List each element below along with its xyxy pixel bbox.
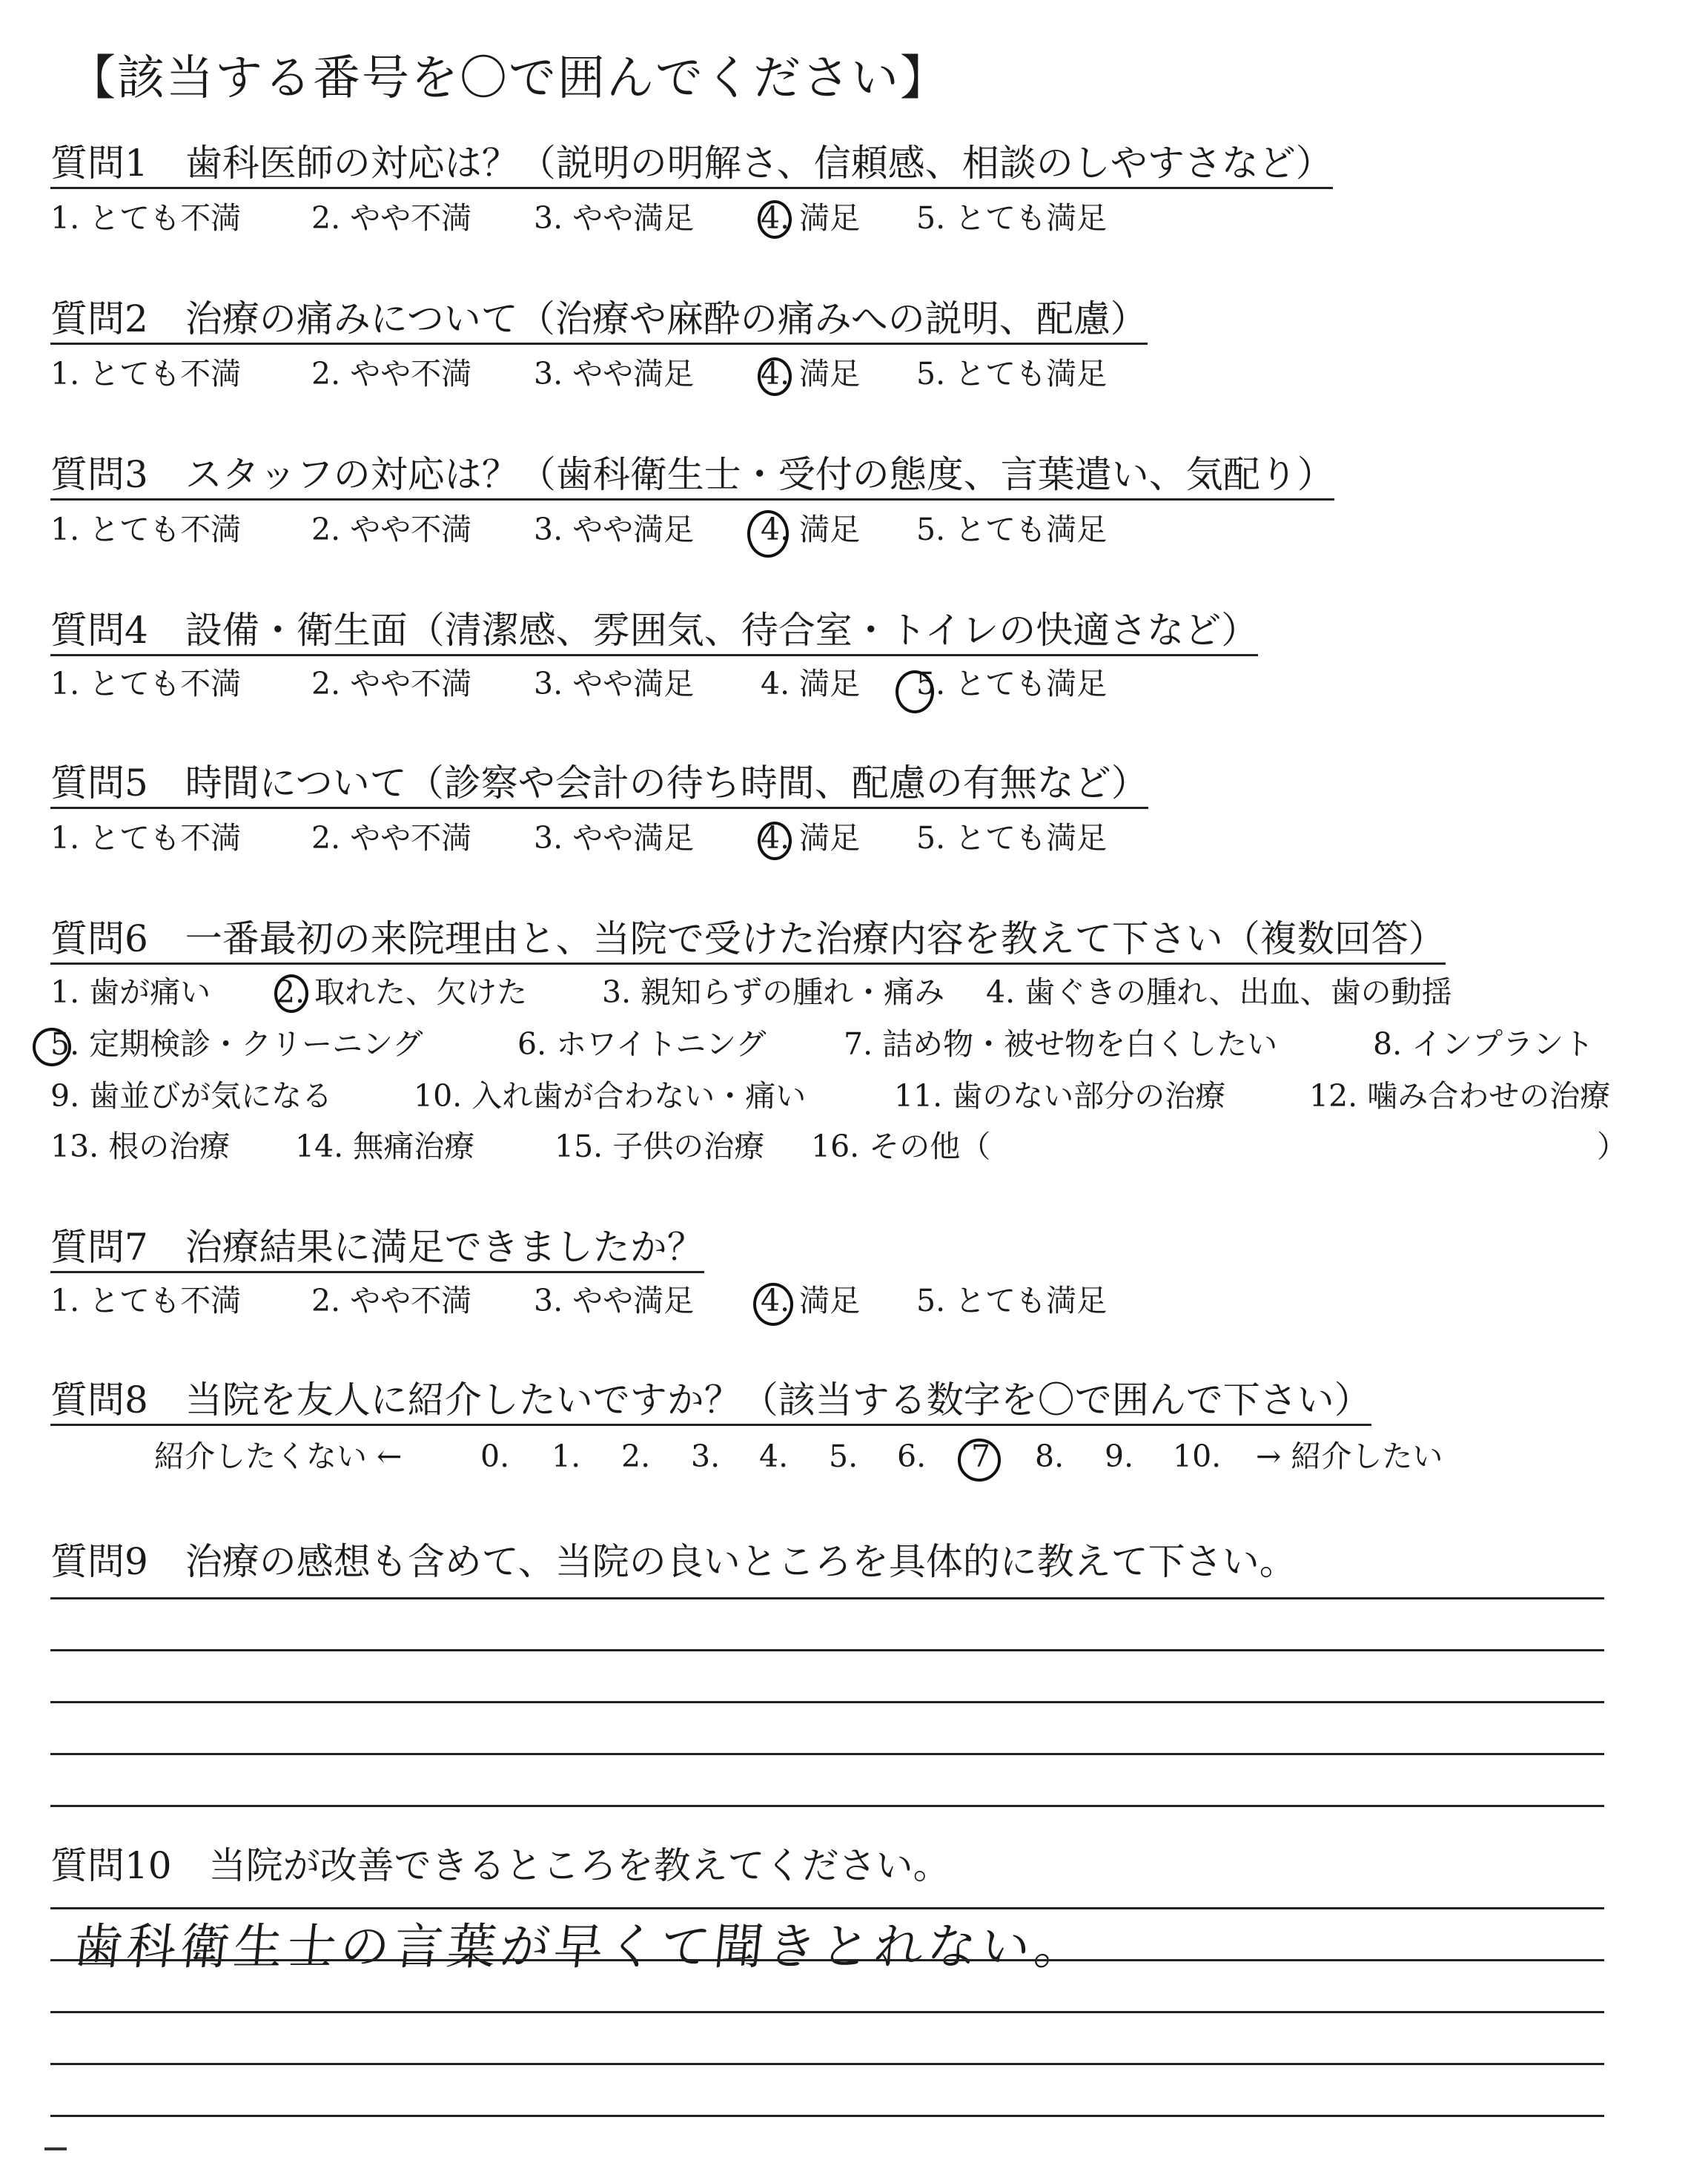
q1-option-1[interactable]: 1. とても不満 <box>50 200 242 236</box>
q6-other-close-paren: ） <box>1597 1129 1627 1164</box>
q2-option-3[interactable]: 3. やや満足 <box>534 356 695 392</box>
q2-option-2[interactable]: 2. やや不満 <box>311 356 472 392</box>
q8-option-9[interactable]: 9. <box>1105 1439 1134 1474</box>
q7-option-1[interactable]: 1. とても不満 <box>50 1283 242 1318</box>
q5-option-3[interactable]: 3. やや満足 <box>534 820 695 856</box>
q8-option-0[interactable]: 0. <box>480 1439 510 1474</box>
question-10-heading: 質問10 当院が改善できるところを教えてください。 <box>50 1844 950 1887</box>
q5-option-1[interactable]: 1. とても不満 <box>50 820 242 856</box>
question-5-heading: 質問5 時間について（診察や会計の待ち時間、配慮の有無など） <box>50 761 1148 809</box>
q6-option-4[interactable]: 4. 歯ぐきの腫れ、出血、歯の動揺 <box>986 974 1452 1010</box>
q2-option-1[interactable]: 1. とても不満 <box>50 356 242 392</box>
q10-answer-line-5[interactable] <box>50 2115 1604 2117</box>
q6-option-2[interactable]: 2. 取れた、欠けた <box>276 974 528 1010</box>
q4-option-1[interactable]: 1. とても不満 <box>50 666 242 701</box>
q4-option-3[interactable]: 3. やや満足 <box>534 666 695 701</box>
q6-option-15[interactable]: 15. 子供の治療 <box>555 1129 765 1164</box>
q8-option-1[interactable]: 1. <box>552 1439 581 1474</box>
question-8-heading: 質問8 当院を友人に紹介したいですか？（該当する数字を〇で囲んで下さい） <box>50 1378 1371 1426</box>
q4-option-5[interactable]: 5. とても満足 <box>916 666 1108 701</box>
question-4-heading: 質問4 設備・衛生面（清潔感、雰囲気、待合室・トイレの快適さなど） <box>50 608 1258 656</box>
q6-option-8[interactable]: 8. インプラント <box>1373 1026 1595 1062</box>
q4-option-4[interactable]: 4. 満足 <box>761 666 861 701</box>
q8-left-label: 紹介したくない ← <box>154 1439 403 1474</box>
q10-answer-line-2[interactable] <box>50 1959 1604 1961</box>
q6-option-7[interactable]: 7. 詰め物・被せ物を白くしたい <box>844 1026 1278 1062</box>
q4-option-2[interactable]: 2. やや不満 <box>311 666 472 701</box>
question-7-heading: 質問7 治療結果に満足できましたか？ <box>50 1225 704 1273</box>
q6-option-12[interactable]: 12. 噛み合わせの治療 <box>1309 1078 1611 1114</box>
q3-option-3[interactable]: 3. やや満足 <box>534 512 695 547</box>
q1-option-2[interactable]: 2. やや不満 <box>311 200 472 236</box>
q9-answer-line-5[interactable] <box>50 1805 1604 1807</box>
cut-off-mark <box>44 2147 67 2163</box>
q6-option-14[interactable]: 14. 無痛治療 <box>295 1129 475 1164</box>
q7-option-3[interactable]: 3. やや満足 <box>534 1283 695 1318</box>
q6-option-5[interactable]: 5. 定期検診・クリーニング <box>50 1026 423 1062</box>
q3-option-5[interactable]: 5. とても満足 <box>916 512 1108 547</box>
q3-option-1[interactable]: 1. とても不満 <box>50 512 242 547</box>
q9-answer-line-2[interactable] <box>50 1649 1604 1651</box>
q9-answer-line-3[interactable] <box>50 1701 1604 1703</box>
q7-option-4[interactable]: 4. 満足 <box>761 1283 861 1318</box>
q1-option-4[interactable]: 4. 満足 <box>761 200 861 236</box>
q7-option-2[interactable]: 2. やや不満 <box>311 1283 472 1318</box>
q3-option-2[interactable]: 2. やや不満 <box>311 512 472 547</box>
question-9-heading: 質問9 治療の感想も含めて、当院の良いところを具体的に教えて下さい。 <box>50 1540 1297 1583</box>
q10-answer-line-3[interactable] <box>50 2011 1604 2013</box>
q6-option-1[interactable]: 1. 歯が痛い <box>50 974 211 1010</box>
q6-option-9[interactable]: 9. 歯並びが気になる <box>50 1078 333 1114</box>
q5-option-2[interactable]: 2. やや不満 <box>311 820 472 856</box>
q8-option-4[interactable]: 4. <box>759 1439 789 1474</box>
q8-option-8[interactable]: 8. <box>1035 1439 1065 1474</box>
q9-answer-line-4[interactable] <box>50 1753 1604 1755</box>
q8-option-7[interactable]: 7 <box>971 1439 991 1474</box>
q10-handwritten-answer: 歯科衛生士の言葉が早くて聞きとれない。 <box>70 1918 1091 1975</box>
question-2-heading: 質問2 治療の痛みについて（治療や麻酔の痛みへの説明、配慮） <box>50 297 1148 345</box>
q1-option-3[interactable]: 3. やや満足 <box>534 200 695 236</box>
question-1-heading: 質問1 歯科医師の対応は？（説明の明解さ、信頼感、相談のしやすさなど） <box>50 141 1333 189</box>
page-title: 【該当する番号を〇で囲んでください】 <box>68 51 949 106</box>
q5-option-5[interactable]: 5. とても満足 <box>916 820 1108 856</box>
q2-option-4[interactable]: 4. 満足 <box>761 356 861 392</box>
q6-option-3[interactable]: 3. 親知らずの腫れ・痛み <box>602 974 945 1010</box>
q9-answer-line-1[interactable] <box>50 1597 1604 1599</box>
question-3-heading: 質問3 スタッフの対応は？（歯科衛生士・受付の態度、言葉遣い、気配り） <box>50 452 1334 501</box>
q6-option-6[interactable]: 6. ホワイトニング <box>517 1026 767 1062</box>
q8-option-3[interactable]: 3. <box>691 1439 721 1474</box>
q7-option-5[interactable]: 5. とても満足 <box>916 1283 1108 1318</box>
q6-option-10[interactable]: 10. 入れ歯が合わない・痛い <box>414 1078 807 1114</box>
q10-answer-line-4[interactable] <box>50 2063 1604 2065</box>
q6-option-13[interactable]: 13. 根の治療 <box>50 1129 231 1164</box>
q8-option-5[interactable]: 5. <box>829 1439 858 1474</box>
q6-option-16[interactable]: 16. その他（ <box>811 1129 991 1164</box>
q5-option-4[interactable]: 4. 満足 <box>761 820 861 856</box>
q8-right-label: → 紹介したい <box>1256 1439 1443 1474</box>
q1-option-5[interactable]: 5. とても満足 <box>916 200 1108 236</box>
question-6-heading: 質問6 一番最初の来院理由と、当院で受けた治療内容を教えて下さい（複数回答） <box>50 917 1446 965</box>
q6-option-11[interactable]: 11. 歯のない部分の治療 <box>894 1078 1226 1114</box>
q8-option-2[interactable]: 2. <box>621 1439 651 1474</box>
q3-option-4[interactable]: 4. 満足 <box>761 512 861 547</box>
q8-option-10[interactable]: 10. <box>1173 1439 1222 1474</box>
q2-option-5[interactable]: 5. とても満足 <box>916 356 1108 392</box>
q8-option-6[interactable]: 6. <box>897 1439 927 1474</box>
